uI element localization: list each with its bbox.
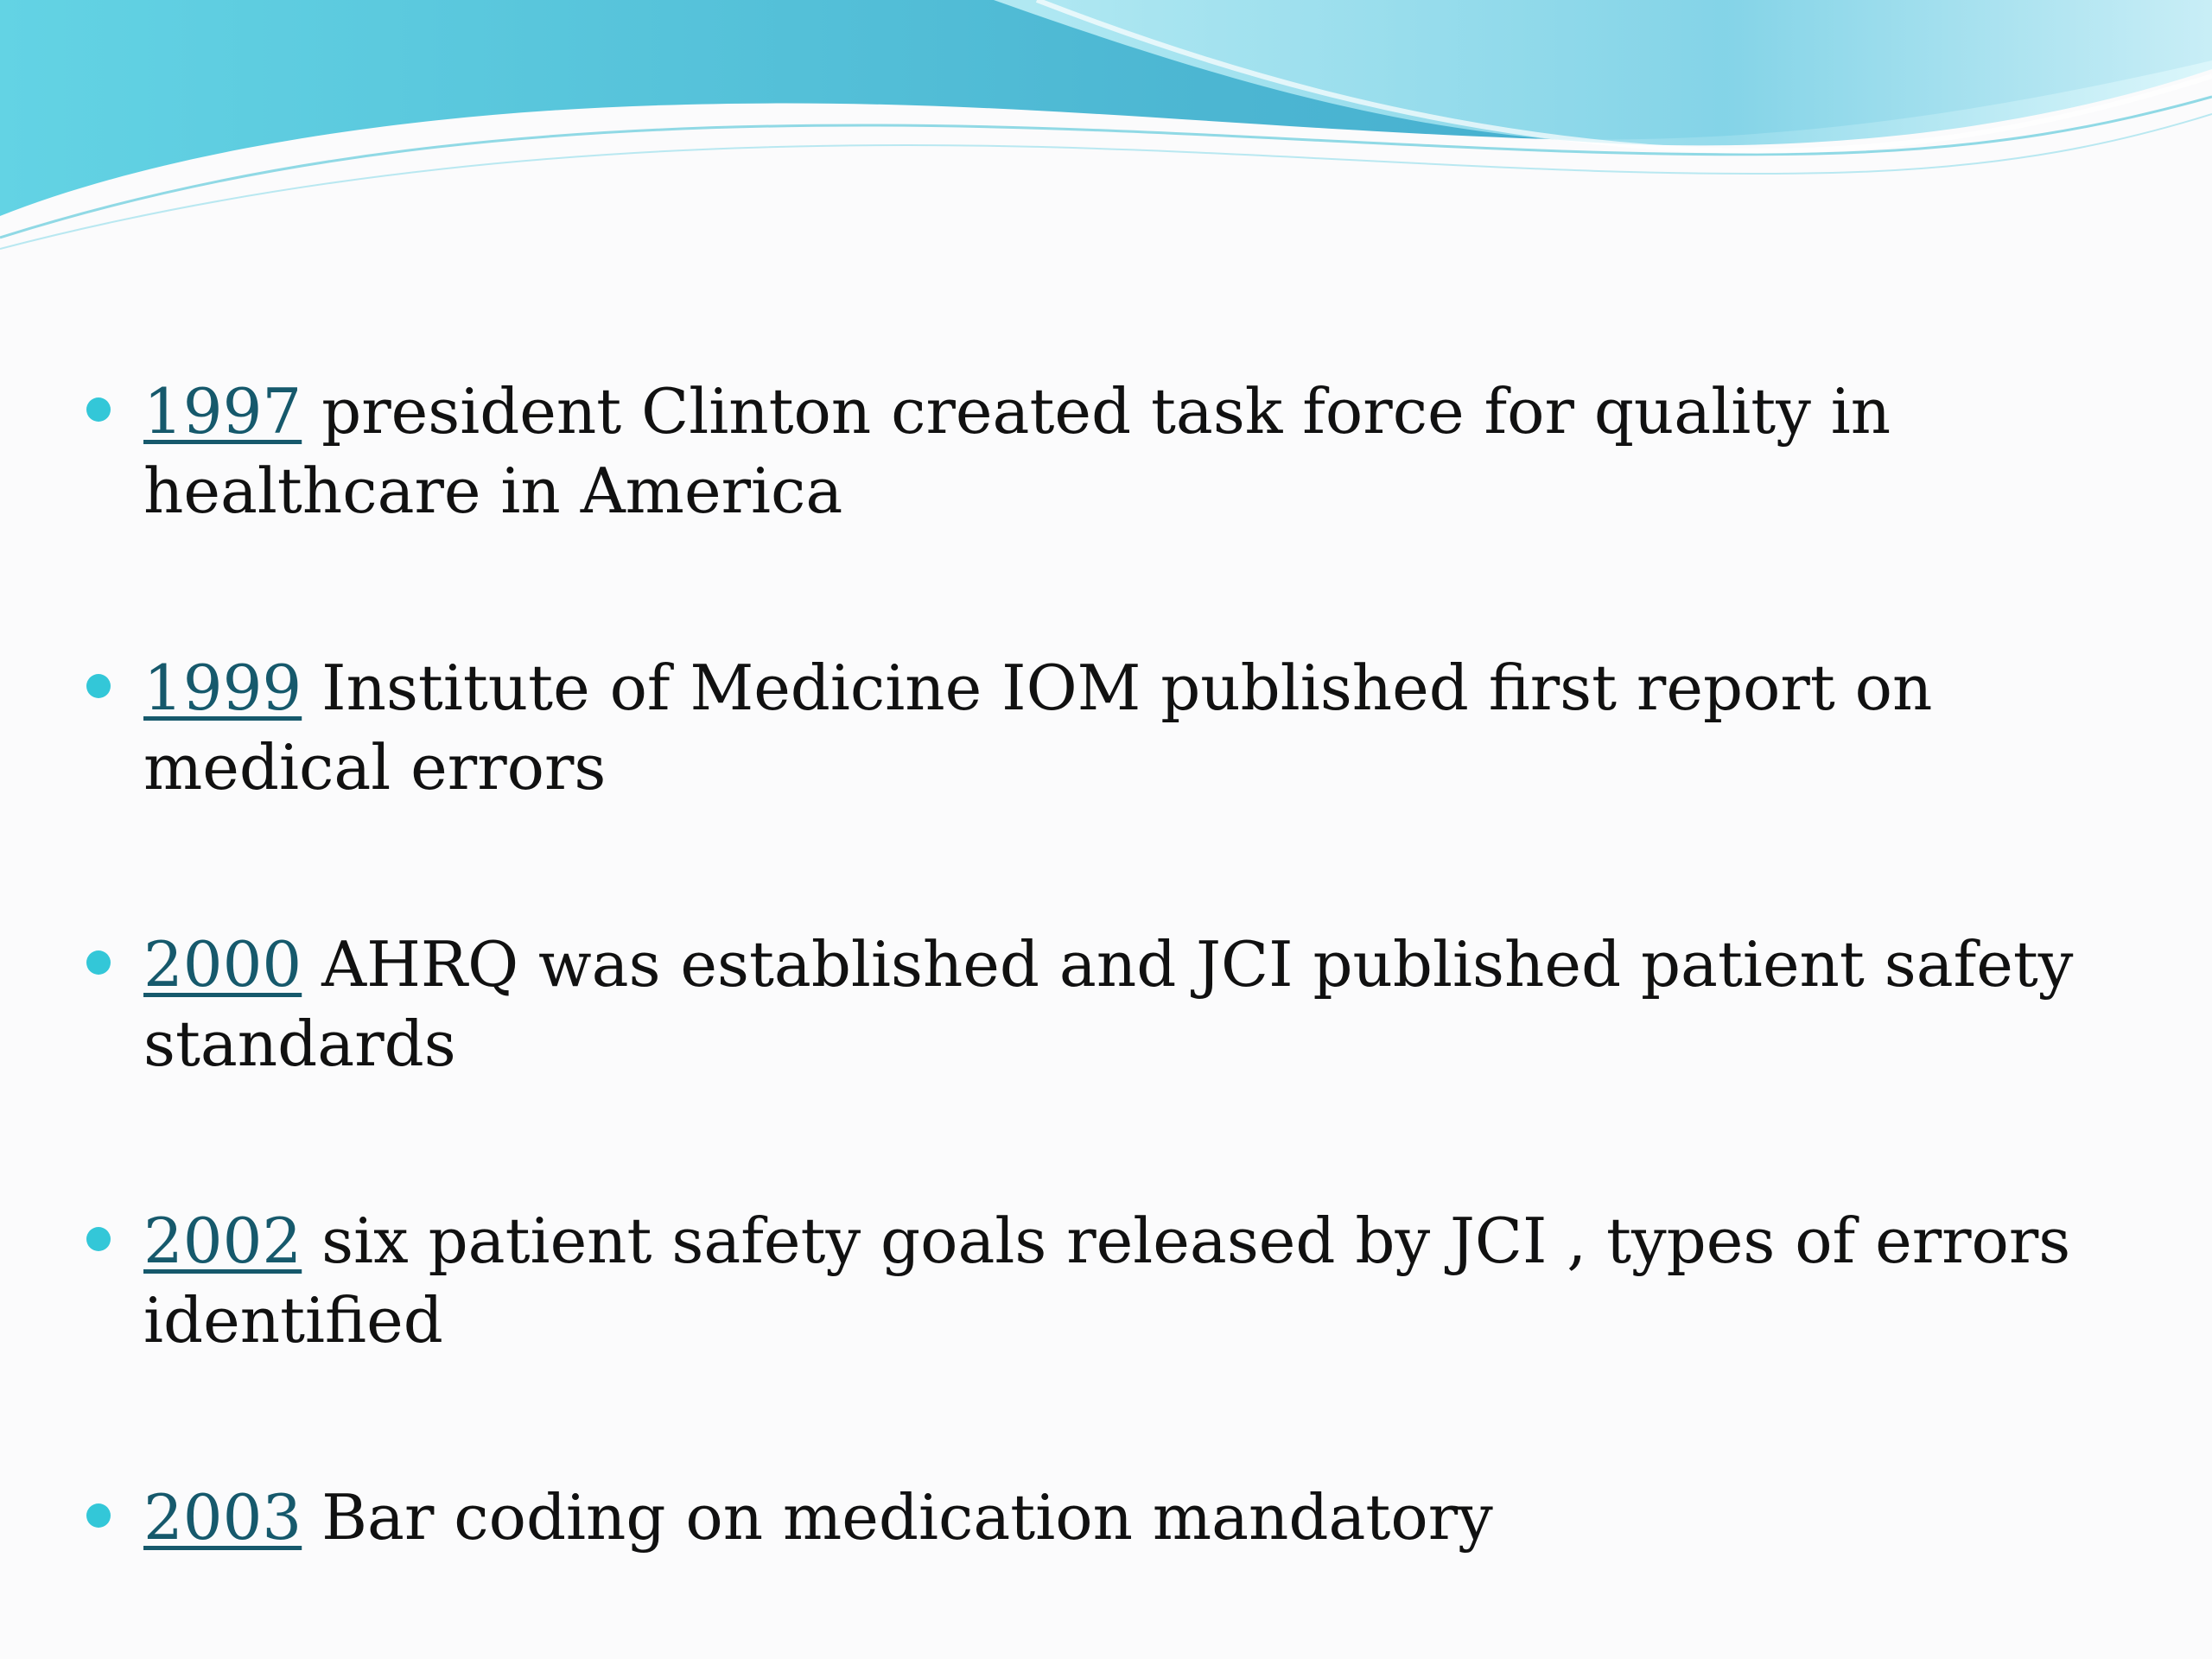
timeline-item-2002 [86,1201,2160,1360]
timeline-item-1999 [86,648,2160,807]
timeline-item-2003 [86,1478,2160,1557]
timeline-text: six patient safety goals released by JCI , types of errors identified [143,1205,2071,1357]
bullet-icon [86,1227,111,1251]
bullet-icon [86,674,111,698]
timeline-text: Institute of Medicine IOM published first report on medical errors [143,652,1933,804]
year-link[interactable]: 1999 [143,652,302,724]
header-wave-decoration [0,0,2212,259]
bullet-icon [86,950,111,975]
timeline-text: AHRQ was established and JCI published patient safety standards [143,928,2074,1080]
timeline-text: Bar coding on medication mandatory [321,1481,1493,1554]
year-link[interactable]: 2000 [143,928,302,1001]
timeline-item-1997 [86,372,2160,531]
timeline-bullet-list [86,372,2160,1557]
timeline-text: president Clinton created task force for quality in healthcare in America [143,375,1891,527]
timeline-item-2000 [86,925,2160,1084]
year-link[interactable]: 2003 [143,1481,302,1554]
year-link[interactable]: 1997 [143,375,302,448]
bullet-icon [86,397,111,422]
year-link[interactable]: 2002 [143,1205,302,1277]
bullet-icon [86,1503,111,1528]
